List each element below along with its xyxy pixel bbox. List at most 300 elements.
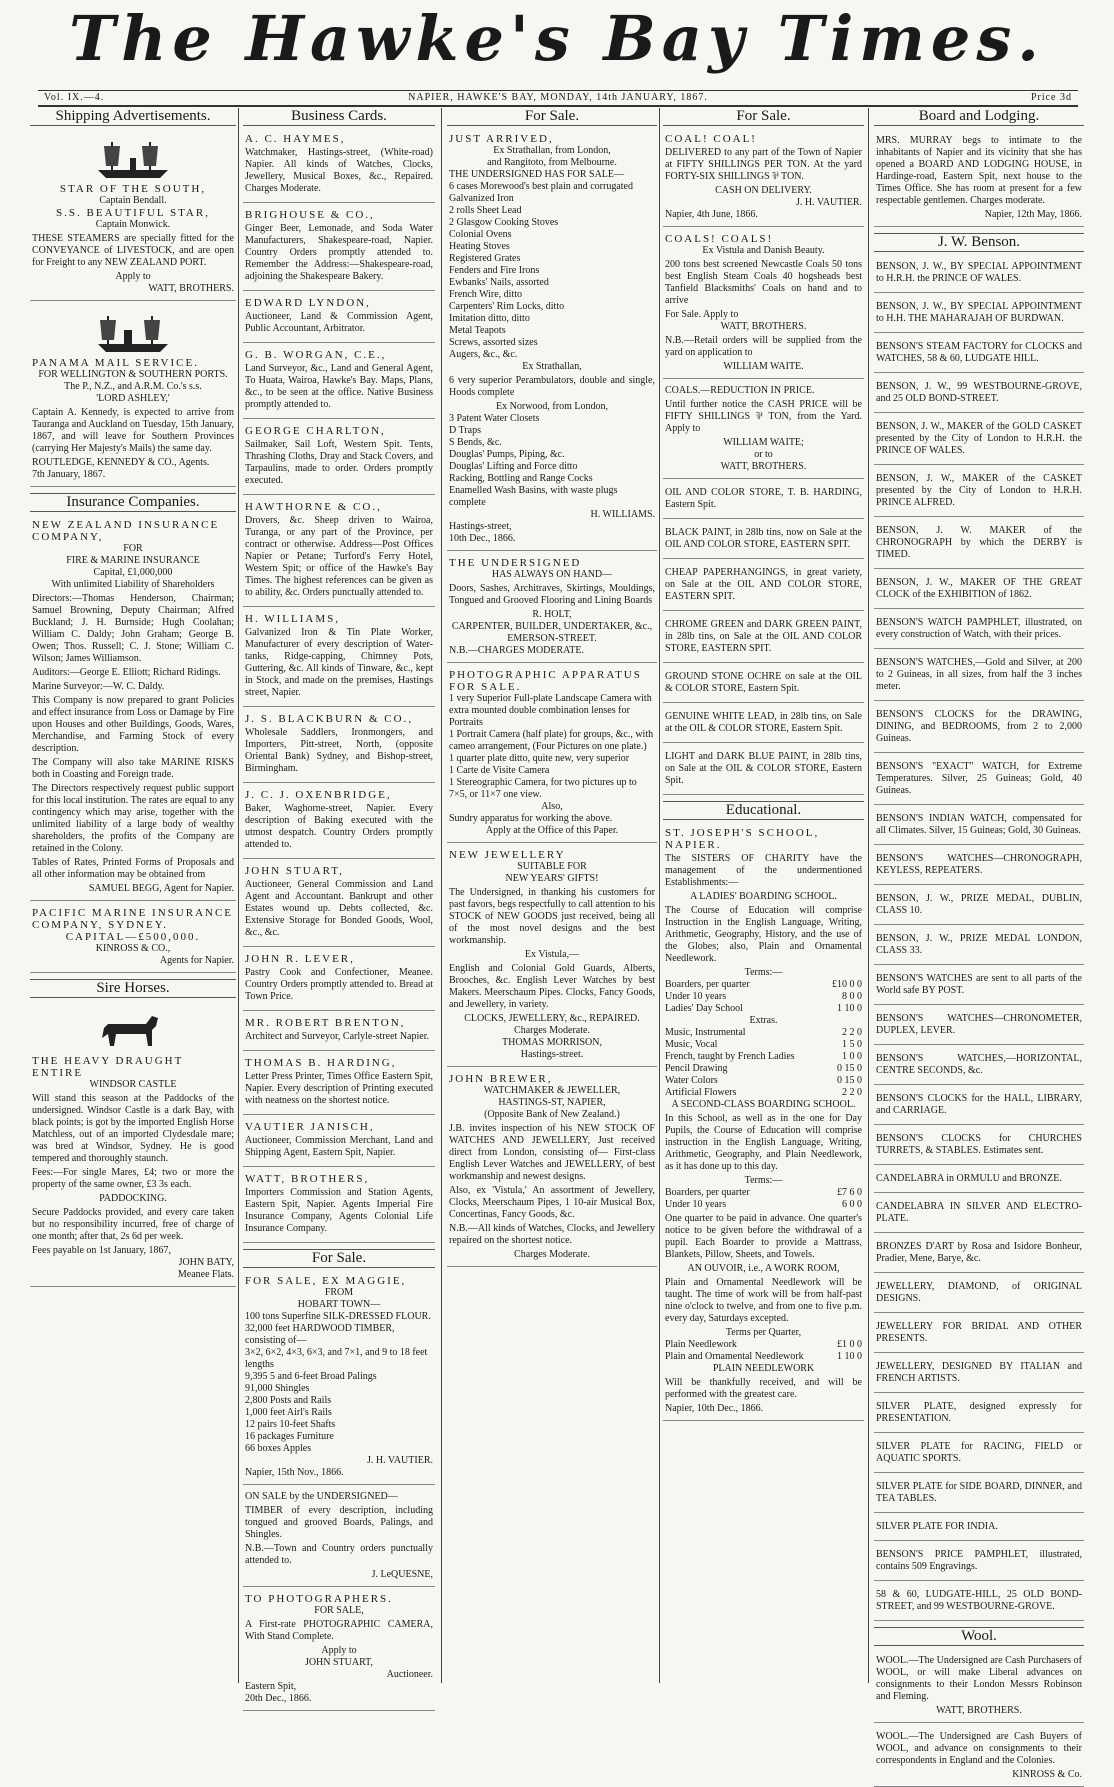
advert-title: ST. JOSEPH'S SCHOOL, NAPIER. [665, 827, 820, 851]
advert-body: SILVER PLATE for RACING, FIELD or AQUATIC SPORTS. [876, 1441, 1082, 1464]
advert-body: SILVER PLATE for SIDE BOARD, DINNER, and TEA TABLES. [876, 1481, 1082, 1504]
fee-item: Music, Vocal [665, 1039, 718, 1050]
card-body: Auctioneer, Commission Merchant, Land and Shipping Agent, Eastern Spit, Napier. [245, 1135, 433, 1158]
card-name: A. C. HAYMES, [245, 133, 346, 145]
advert-line: CLOCKS, JEWELLERY, &c., REPAIRED. [464, 1013, 640, 1024]
benson-advert [874, 756, 1084, 805]
card-body: Auctioneer, General Commission and Land Agent and Accountant. Bankrupt and other Estates wound up. Debts collected, &c. Extensive Storage for Bonded Goods, Wool, &c., &c. [245, 879, 433, 938]
list-item: 2,800 Posts and Rails [245, 1395, 332, 1406]
advert-line: Charges Moderate. [514, 1249, 590, 1260]
list-item: 100 tons Superfine SILK-DRESSED FLOUR. [245, 1311, 431, 1322]
nz-insurance-advert [30, 516, 236, 901]
benson-advert [874, 1516, 1084, 1541]
owner-name: JOHN BATY, [178, 1257, 234, 1268]
agent-name: WATT, BROTHERS. [720, 321, 807, 332]
fee-item: Under 10 years [665, 991, 727, 1002]
column-3 [447, 108, 657, 1683]
issue-date: NAPIER, HAWKE'S BAY, MONDAY, 14th JANUARY, 1867. [408, 92, 708, 103]
benson-advert [874, 968, 1084, 1005]
fee-item: Water Colors [665, 1075, 718, 1086]
advert-body: Until further notice the CASH PRICE will be FIFTY SHILLINGS ⅌ TON, from the Yard. Apply to [665, 399, 862, 434]
list-item: Ewbanks' Nails, assorted [449, 277, 549, 288]
column-1 [30, 108, 236, 1683]
agent-name: WILLIAM WAITE. [723, 361, 804, 372]
fee-amount: 0 15 0 [837, 1075, 862, 1086]
advert-title: JUST ARRIVED, [449, 133, 554, 145]
advert-line: FROM [324, 1287, 354, 1298]
paint-advert [663, 614, 864, 663]
column-4 [663, 108, 864, 1683]
advert-line: or to [754, 449, 773, 460]
column-rule [659, 108, 660, 1683]
advert-line: Ex Norwood, from London, [496, 401, 608, 412]
advert-body: SILVER PLATE FOR INDIA. [876, 1521, 998, 1532]
card-name: HAWTHORNE & CO., [245, 501, 382, 513]
fee-amount: 6 0 0 [842, 1199, 862, 1210]
list-item: 66 boxes Apples [245, 1443, 312, 1454]
benson-advert [874, 296, 1084, 333]
benson-advert [874, 1544, 1084, 1581]
advert-body: Secure Paddocks provided, and every care taken but no responsibility incurred, free of charge of one month; after that, 2s 6d per week. [32, 1207, 234, 1242]
coal-reduction-advert [663, 382, 864, 479]
item-list [449, 413, 655, 509]
ship-name: S.S. BEAUTIFUL STAR, [56, 207, 210, 219]
advert-title: COALS.—REDUCTION IN PRICE. [665, 385, 815, 396]
paint-advert [663, 706, 864, 743]
advert-body: TIMBER of every description, including tongued and grooved Boards, Palings, and Shingles. [245, 1505, 433, 1540]
fee-table [665, 1339, 862, 1363]
agent-name: J. LeQUESNE, [371, 1569, 433, 1580]
advert-title: PACIFIC MARINE INSURANCE COMPANY, SYDNEY. [32, 907, 234, 931]
fee-table [665, 1027, 862, 1099]
fee-row [665, 1027, 862, 1039]
card-body: Pastry Cook and Confectioner, Meanee. Country Orders promptly attended to. Bread at Town Price. [245, 967, 433, 1002]
lequesne-advert [243, 1488, 435, 1587]
agent-name: R. HOLT, [532, 609, 572, 620]
wool-advert [874, 1726, 1084, 1787]
list-item: 1 quarter plate ditto, quite new, very superior [449, 753, 630, 764]
agent-name: KINROSS & CO., [95, 943, 171, 954]
list-item: French Wire, ditto [449, 289, 523, 300]
benson-advert [874, 1168, 1084, 1193]
list-item: D Traps [449, 425, 481, 436]
ship-captain: Captain Monwick. [95, 219, 171, 230]
advert-body: BENSON'S STEAM FACTORY for CLOCKS and WATCHES, 58 & 60, LUDGATE HILL. [876, 341, 1082, 364]
list-item: Metal Teapots [449, 325, 506, 336]
advert-body: English and Colonial Gold Guards, Alberts, Brooches, &c. English Lever Watches by best Makers. Meerschaum Pipes. Clocks, Fancy Goods, and Jewellery, in variety. [449, 963, 655, 1010]
list-item: 6 cases Morewood's best plain and corrugated Galvanized Iron [449, 181, 633, 204]
advert-body: BENSON, J. W., PRIZE MEDAL, DUBLIN, CLASS 10. [876, 893, 1082, 916]
fee-row [665, 1187, 862, 1199]
advert-body: SILVER PLATE, designed expressly for PRESENTATION. [876, 1401, 1082, 1424]
fee-item: Ladies' Day School [665, 1003, 743, 1014]
advert-body: 200 tons best screened Newcastle Coals 50 tons best English Steam Coals 40 hogsheads best Tanfield Blacksmiths' Coals on hand and to arrive [665, 259, 862, 306]
advert-body: BENSON'S CLOCKS for the HALL, LIBRARY, and CARRIAGE. [876, 1093, 1082, 1116]
fee-item: French, taught by French Ladies [665, 1051, 795, 1062]
item-list [449, 181, 655, 361]
list-item: Imitation ditto, ditto [449, 313, 530, 324]
benson-advert [874, 572, 1084, 609]
advert-body: BENSON, J. W., MAKER OF THE GREAT CLOCK of the EXHIBITION of 1862. [876, 577, 1082, 600]
card-name: JOHN R. LEVER, [245, 953, 355, 965]
advert-title: THE UNDERSIGNED [449, 557, 582, 569]
business-card [243, 610, 435, 707]
advert-place: EMERSON-STREET. [507, 633, 597, 644]
advert-body: This Company is now prepared to grant Policies and effect insurance from Loss or Damage by Fire upon Houses and other Buildings, Goods, Wares, Merchandise, and Farming Stock of every description. [32, 695, 234, 754]
card-name: J. S. BLACKBURN & CO., [245, 713, 414, 725]
advert-line: THE UNDERSIGNED HAS FOR SALE— [449, 169, 625, 180]
advert-body: THESE STEAMERS are specially fitted for the CONVEYANCE of LIVESTOCK, and are open for Freight to any NEW ZEALAND PORT. [32, 233, 234, 268]
card-name: H. WILLIAMS, [245, 613, 340, 625]
newspaper-title: The Hawke's Bay Times. [69, 2, 1045, 75]
advert-line: Ex Strathallan, [522, 361, 582, 372]
advert-capital: CAPITAL—£500,000. [65, 931, 201, 943]
agent-name: WATT, BROTHERS. [720, 461, 807, 472]
advert-body: BENSON'S WATCHES,—Gold and Silver, at 200 to 2 Guineas, in all sizes, from half the 3 inches meter. [876, 657, 1082, 692]
advert-body: 58 & 60, LUDGATE-HILL, 25 OLD BOND-STREET, and 99 WESTBOURNE-GROVE. [876, 1589, 1082, 1612]
ship-name: STAR OF THE SOUTH, [59, 183, 207, 195]
advert-title: COAL! COAL! [665, 133, 757, 145]
harding-adverts [663, 482, 864, 795]
advert-line: (Opposite Bank of New Zealand.) [484, 1109, 620, 1120]
card-body: Auctioneer, Land & Commission Agent, Public Accountant, Arbitrator. [245, 311, 433, 334]
benson-advert [874, 928, 1084, 965]
advert-place: Hastings-street. [520, 1049, 584, 1060]
card-body: Galvanized Iron & Tin Plate Worker, Manufacturer of every description of Water-tanks, Ridge-capping, Chimney Pots, Guttering, &c. All kinds of Tinware, &c., kept in Stock, and made on the premises, Hastings street, Napier. [245, 627, 433, 698]
benson-advert [874, 1436, 1084, 1473]
advert-body: BENSON, J. W., MAKER of the GOLD CASKET presented by the City of London to H.R.H. the PRINCE OF WALES. [876, 421, 1082, 456]
advert-body: BLACK PAINT, in 28lb tins, now on Sale at the OIL AND COLOR STORE, EASTERN SPIT. [665, 527, 862, 550]
issue-price: Price 3d [1030, 92, 1072, 103]
auditors: Auditors:—George E. Elliott; Richard Ridings. [32, 667, 221, 678]
agent-name: WILLIAM WAITE; [723, 437, 804, 448]
card-body: Baker, Waghorne-street, Napier. Every description of Baking executed with the utmost despatch. Country Orders promptly attended to. [245, 803, 433, 850]
advert-body: The Undersigned, in thanking his customers for past favors, begs respectfully to call attention to his STOCK of NEW GOODS just received, being all of the most novel designs and the best workmanship. [449, 887, 655, 946]
agent-name: J. H. VAUTIER. [366, 1455, 433, 1466]
board-lodging-advert [874, 130, 1084, 227]
agent-name: WATT, BROTHERS. [936, 1705, 1022, 1716]
advert-title: PANAMA MAIL SERVICE. [32, 357, 199, 369]
terms-label: Terms:— [744, 1175, 783, 1186]
card-body: Architect and Surveyor, Carlyle-street Napier. [245, 1031, 429, 1042]
card-body: Importers Commission and Station Agents, Eastern Spit, Napier. Agents Imperial Fire Insurance Company, Agents Colonial Life Insurance Company. [245, 1187, 433, 1234]
advert-line: Charges Moderate. [514, 1025, 590, 1036]
list-item: 3 Patent Water Closets [449, 413, 540, 424]
advert-line: HAS ALWAYS ON HAND— [491, 569, 613, 580]
fee-row [665, 991, 862, 1003]
advert-body: Tables of Rates, Printed Forms of Proposals and all other information may be obtained from [32, 857, 234, 880]
advert-line: and Rangitoto, from Melbourne. [487, 157, 617, 168]
card-name: MR. ROBERT BRENTON, [245, 1017, 406, 1029]
benson-advert [874, 1584, 1084, 1621]
brewer-advert [447, 1070, 657, 1267]
benson-advert [874, 1236, 1084, 1273]
advert-date: 7th January, 1867. [32, 469, 106, 480]
maggie-advert [243, 1272, 435, 1485]
card-body: Wholesale Saddlers, Ironmongers, and Importers, Pitt-street, North, (opposite Oriental Bank) Sydney, and Bishop-street, Birmingham. [245, 727, 433, 774]
benson-advert [874, 1476, 1084, 1513]
jewellery-advert [447, 846, 657, 1067]
volume-number: Vol. IX.—4. [44, 92, 105, 103]
advert-fees: Fees:—For single Mares, £4; two or more the property of the same owner, £3 3s each. [32, 1167, 234, 1190]
fee-amount: 2 2 0 [842, 1027, 862, 1038]
list-item: 1,000 feet Airl's Rails [245, 1407, 332, 1418]
advert-body: CHROME GREEN and DARK GREEN PAINT, in 28lb tins, on Sale at the OIL AND COLOR STORE, EASTERN SPIT. [665, 619, 862, 654]
business-card [243, 206, 435, 291]
business-card [243, 498, 435, 607]
steamer-advert [30, 130, 236, 301]
section-heading: Sire Horses. [30, 979, 236, 998]
advert-title: COALS! COALS! [665, 233, 774, 245]
benson-advert [874, 848, 1084, 885]
fee-amount: 1 10 0 [837, 1003, 862, 1014]
card-name: BRIGHOUSE & CO., [245, 209, 375, 221]
advert-body: GROUND STONE OCHRE on sale at the OIL & COLOR STORE, Eastern Spit. [665, 671, 862, 694]
advert-subtitle: PLAIN NEEDLEWORK [712, 1363, 815, 1374]
advert-body: BENSON'S INDIAN WATCH, compensated for all Climates. Silver, 15 Guineas; Gold, 30 Guineas. [876, 813, 1082, 836]
advert-body: BENSON, J. W., BY SPECIAL APPOINTMENT to H.R.H. the PRINCE OF WALES. [876, 261, 1082, 284]
list-item: 2 rolls Sheet Lead [449, 205, 522, 216]
advert-place: Eastern Spit, [245, 1681, 297, 1692]
fee-item: Boarders, per quarter [665, 1187, 750, 1198]
advert-body: BENSON, J. W., PRIZE MEDAL LONDON, CLASS 33. [876, 933, 1082, 956]
advert-subtitle: AN OUVOIR, i.e., A WORK ROOM, [687, 1263, 840, 1274]
advert-body: Captain A. Kennedy, is expected to arrive from Tauranga and Auckland on Tuesday, 15th January, 1867, and will leave for Southern Provinces (carrying Her Majesty's Mails) the same day. [32, 407, 234, 454]
benson-advert [874, 1008, 1084, 1045]
advert-body: Also, ex 'Vistula,' An assortment of Jewellery, Clocks, Meerschaum Pipes, 1 10-air Musical Box, Concertinas, Fancy Goods, &c. [449, 1185, 655, 1220]
section-heading: Shipping Advertisements. [30, 108, 236, 126]
advert-title: FOR SALE, EX MAGGIE, [245, 1275, 407, 1287]
fee-row [665, 1199, 862, 1211]
advert-note: N.B.—Retail orders will be supplied from the yard on application to [665, 335, 862, 358]
column-5 [874, 108, 1084, 1780]
section-heading: For Sale. [243, 1249, 435, 1268]
business-cards [243, 130, 435, 1243]
business-card [243, 130, 435, 203]
business-card [243, 346, 435, 419]
advert-body: J.B. invites inspection of his NEW STOCK OF WATCHES AND JEWELLERY, Just received direct from London, consisting of— First-class English Lever Watches and JEWELLERY, of best workmanship and newest designs. [449, 1123, 655, 1182]
advert-date: Napier, 10th Dec., 1866. [665, 1403, 764, 1414]
section-heading: Business Cards. [243, 108, 435, 126]
list-item: 32,000 feet HARDWOOD TIMBER, consisting of— [245, 1323, 395, 1346]
wool-advert [874, 1650, 1084, 1723]
fee-item: Plain Needlework [665, 1339, 737, 1350]
advert-body: BENSON, J. W., BY SPECIAL APPOINTMENT to H.H. THE MAHARAJAH OF BURDWAN. [876, 301, 1082, 324]
advert-body: BENSON'S WATCH PAMPHLET, illustrated, on every construction of Watch, with their prices. [876, 617, 1082, 640]
advert-body: DELIVERED to any part of the Town of Napier at FIFTY SHILLINGS PER TON. At the yard FORTY-SIX SHILLINGS ⅌ TON. [665, 147, 862, 182]
advert-line: FOR SALE, [314, 1605, 364, 1616]
advert-line: HASTINGS-ST, NAPIER, [498, 1097, 606, 1108]
advert-body: JEWELLERY, DIAMOND, of ORIGINAL DESIGNS. [876, 1281, 1082, 1304]
advert-body: CHEAP PAPERHANGINGS, in great variety, on Sale at the OIL AND COLOR STORE, EASTERN SPIT. [665, 567, 862, 602]
terms-label: Extras. [749, 1015, 778, 1026]
apply-line: Apply at the Office of this Paper. [485, 825, 619, 836]
section-heading: Board and Lodging. [874, 108, 1084, 126]
advert-subtitle: A LADIES' BOARDING SCHOOL. [690, 891, 837, 902]
dateline [38, 90, 1078, 107]
advert-line: Ex Strathallan, from London, [493, 145, 611, 156]
advert-line: Also, [541, 801, 563, 812]
advert-line: NEW YEARS' GIFTS! [505, 873, 599, 884]
benson-advert [874, 520, 1084, 569]
list-item: Augers, &c., &c. [449, 349, 518, 360]
advert-line: Ex Vistula and Danish Beauty. [702, 245, 825, 256]
fee-table [665, 979, 862, 1015]
list-item: 3×2, 6×2, 4×3, 6×3, and 7×1, and 9 to 18 feet lengths [245, 1347, 428, 1370]
business-card [243, 950, 435, 1011]
benson-advert [874, 416, 1084, 465]
terms-label: Terms per Quarter, [725, 1327, 802, 1338]
fee-table [665, 1187, 862, 1211]
section-heading: Educational. [663, 801, 864, 820]
list-item: Racking, Bottling and Range Cocks [449, 473, 593, 484]
business-card [243, 294, 435, 343]
list-item: Carpenters' Rim Locks, ditto [449, 301, 565, 312]
advert-place: Hastings-street, [449, 521, 512, 532]
section-heading: For Sale. [447, 108, 657, 126]
paint-advert [663, 562, 864, 611]
fee-item: Pencil Drawing [665, 1063, 728, 1074]
list-item: Enamelled Wash Basins, with waste plugs complete [449, 485, 618, 508]
apply-line: For Sale. Apply to [665, 309, 739, 320]
surveyor: Marine Surveyor:—W. C. Daldy. [32, 681, 165, 692]
advert-subtitle: FOR WELLINGTON & SOUTHERN PORTS. [38, 369, 228, 380]
advert-subtitle: PADDOCKING. [99, 1193, 167, 1204]
agent-role: Agents for Napier. [159, 955, 234, 966]
advert-line: FIRE & MARINE INSURANCE [66, 555, 200, 566]
section-heading: J. W. Benson. [874, 233, 1084, 252]
section-heading: For Sale. [663, 108, 864, 126]
list-item: Douglas' Pumps, Piping, &c. [449, 449, 565, 460]
advert-body: JEWELLERY, DESIGNED BY ITALIAN and FRENCH ARTISTS. [876, 1361, 1082, 1384]
advert-subtitle: A SECOND-CLASS BOARDING SCHOOL. [671, 1099, 856, 1110]
advert-line: Ex Vistula,— [524, 949, 580, 960]
fee-item: Boarders, per quarter [665, 979, 750, 990]
advert-line: The P., N.Z., and A.R.M. Co.'s s.s. [64, 381, 202, 392]
advert-body: GENUINE WHITE LEAD, in 28lb tins, on Sale at the OIL & COLOR STORE, Eastern Spit. [665, 711, 862, 734]
benson-advert [874, 1356, 1084, 1393]
ship-captain: Captain Bendall. [99, 195, 167, 206]
agent-name: JOHN STUART, [304, 1657, 374, 1668]
advert-line: Fees payable on 1st January, 1867, [32, 1245, 172, 1256]
benson-advert [874, 468, 1084, 517]
fee-row [665, 1087, 862, 1099]
card-name: VAUTIER JANISCH, [245, 1121, 375, 1133]
fee-row [665, 1003, 862, 1015]
list-item: Registered Grates [449, 253, 521, 264]
benson-advert [874, 612, 1084, 649]
advert-body: 6 very superior Perambulators, double and single, Hoods complete [449, 375, 655, 398]
fee-item: Under 10 years [665, 1199, 727, 1210]
list-item: 12 pairs 10-feet Shafts [245, 1419, 336, 1430]
advert-title: NEW ZEALAND INSURANCE COMPANY, [32, 519, 220, 543]
terms-label: Terms:— [744, 967, 783, 978]
advert-body: BENSON'S CLOCKS for the DRAWING, DINING, and BEDROOMS, from 2 to 2,000 Guineas. [876, 709, 1082, 744]
advert-body: CANDELABRA IN SILVER AND ELECTRO-PLATE. [876, 1201, 1082, 1224]
coals-advert [663, 230, 864, 379]
business-card [243, 862, 435, 947]
benson-advert [874, 1316, 1084, 1353]
fee-amount: £1 0 0 [837, 1339, 862, 1350]
steamship-icon [94, 310, 172, 354]
advert-title: TO PHOTOGRAPHERS. [245, 1593, 393, 1605]
advert-line: Capital, £1,000,000 [93, 567, 173, 578]
column-rule [238, 108, 239, 1683]
list-item: 1 very Superior Full-plate Landscape Camera with extra mounted double combination lenses for Portraits [449, 693, 652, 728]
panama-mail-advert [30, 304, 236, 487]
advert-body: BENSON, J. W. MAKER of the CHRONOGRAPH by which the DERBY is TIMED. [876, 525, 1082, 560]
advert-line: Sundry apparatus for working the above. [449, 813, 613, 824]
fee-amount: £7 6 0 [837, 1187, 862, 1198]
horse-icon [94, 1008, 172, 1052]
advert-line: FOR [123, 543, 143, 554]
list-item: Screws, assorted sizes [449, 337, 538, 348]
card-body: Ginger Beer, Lemonade, and Soda Water Manufacturers, Shakespeare-road, Napier. Country Orders promptly attended to. Remember the Address:—Shakespeare-road, adjoining the Shakespeare Bakery. [245, 223, 433, 282]
coal-advert [663, 130, 864, 227]
business-card [243, 1170, 435, 1243]
agent-name: KINROSS & Co. [1012, 1769, 1082, 1780]
benson-advert [874, 888, 1084, 925]
list-item: Heating Stoves [449, 241, 510, 252]
column-rule [868, 108, 869, 1683]
advert-body: A First-rate PHOTOGRAPHIC CAMERA, With Stand Complete. [245, 1619, 433, 1642]
column-2 [243, 108, 435, 1704]
benson-advert [874, 1276, 1084, 1313]
advert-title: THE HEAVY DRAUGHT ENTIRE [32, 1055, 184, 1079]
fee-row [665, 979, 862, 991]
agent-name: SAMUEL BEGG, Agent for Napier. [88, 883, 234, 894]
business-card [243, 1014, 435, 1051]
steamship-icon [94, 136, 172, 180]
advert-body: BENSON'S PRICE PAMPHLET, illustrated, contains 509 Engravings. [876, 1549, 1082, 1572]
advert-date: 10th Dec., 1866. [449, 533, 516, 544]
benson-adverts [874, 256, 1084, 1621]
list-item: Douglas' Lifting and Force ditto [449, 461, 578, 472]
agent-role: CARPENTER, BUILDER, UNDERTAKER, &c., [451, 621, 653, 632]
card-name: GEORGE CHARLTON, [245, 425, 386, 437]
advert-body: OIL AND COLOR STORE, T. B. HARDING, Eastern Spit. [665, 487, 862, 510]
sire-horse-advert [30, 1002, 236, 1287]
fee-amount: £10 0 0 [832, 979, 862, 990]
fee-item: Artificial Flowers [665, 1087, 737, 1098]
fee-row [665, 1039, 862, 1051]
advert-body: The SISTERS OF CHARITY have the management of the undermentioned Establishments:— [665, 853, 862, 888]
advert-note: N.B.—All kinds of Watches, Clocks, and Jewellery repaired on the shortest notice. [449, 1223, 655, 1246]
list-item: 16 packages Furniture [245, 1431, 334, 1442]
advert-body: CANDELABRA in ORMULU and BRONZE. [876, 1173, 1062, 1184]
fee-item: Music, Instrumental [665, 1027, 746, 1038]
agent-name: WATT, BROTHERS. [148, 283, 234, 294]
advert-body: BENSON'S WATCHES,—HORIZONTAL, CENTRE SECONDS, &c. [876, 1053, 1082, 1076]
advert-body: Doors, Sashes, Architraves, Skirtings, Mouldings, Tongued and Grooved Flooring and Lining Boards [449, 583, 655, 606]
agent-name: THOMAS MORRISON, [501, 1037, 602, 1048]
advert-title: PHOTOGRAPHIC APPARATUS FOR SALE. [449, 669, 642, 693]
ship-name: 'LORD ASHLEY,' [96, 393, 170, 404]
card-body: Letter Press Printer, Times Office Eastern Spit, Napier. Every description of Printing executed with neatness on the shortest notice. [245, 1071, 433, 1106]
owner-place: Meanee Flats. [177, 1269, 234, 1280]
advert-body: MRS. MURRAY begs to intimate to the inhabitants of Napier and its vicinity that she has opened a BOARD AND LODGING HOUSE, in Hardinge-road, Eastern Spit, next house to the Times Office. She has room at present for a few respectable gentlemen. Charges moderate. [876, 135, 1082, 206]
apply-line: Apply to [115, 271, 151, 282]
advert-body: Plain and Ornamental Needlework will be taught. The time of work will be from half-past nine o'clock to twelve, and from one to five p.m. every day, Saturdays excepted. [665, 1277, 862, 1324]
section-heading: Wool. [874, 1627, 1084, 1646]
advert-note: One quarter to be paid in advance. One quarter's notice to be given before the withdrawal of a pupil. Each Boarder to provide a Mattrass, Blankets, Pillow, Sheets, and Towels. [665, 1213, 862, 1260]
section-heading: Insurance Companies. [30, 493, 236, 512]
business-card [243, 1054, 435, 1115]
advert-title: NEW JEWELLERY [449, 849, 566, 861]
school-advert [663, 824, 864, 1421]
benson-advert [874, 1048, 1084, 1085]
agent-role: Auctioneer. [386, 1669, 433, 1680]
